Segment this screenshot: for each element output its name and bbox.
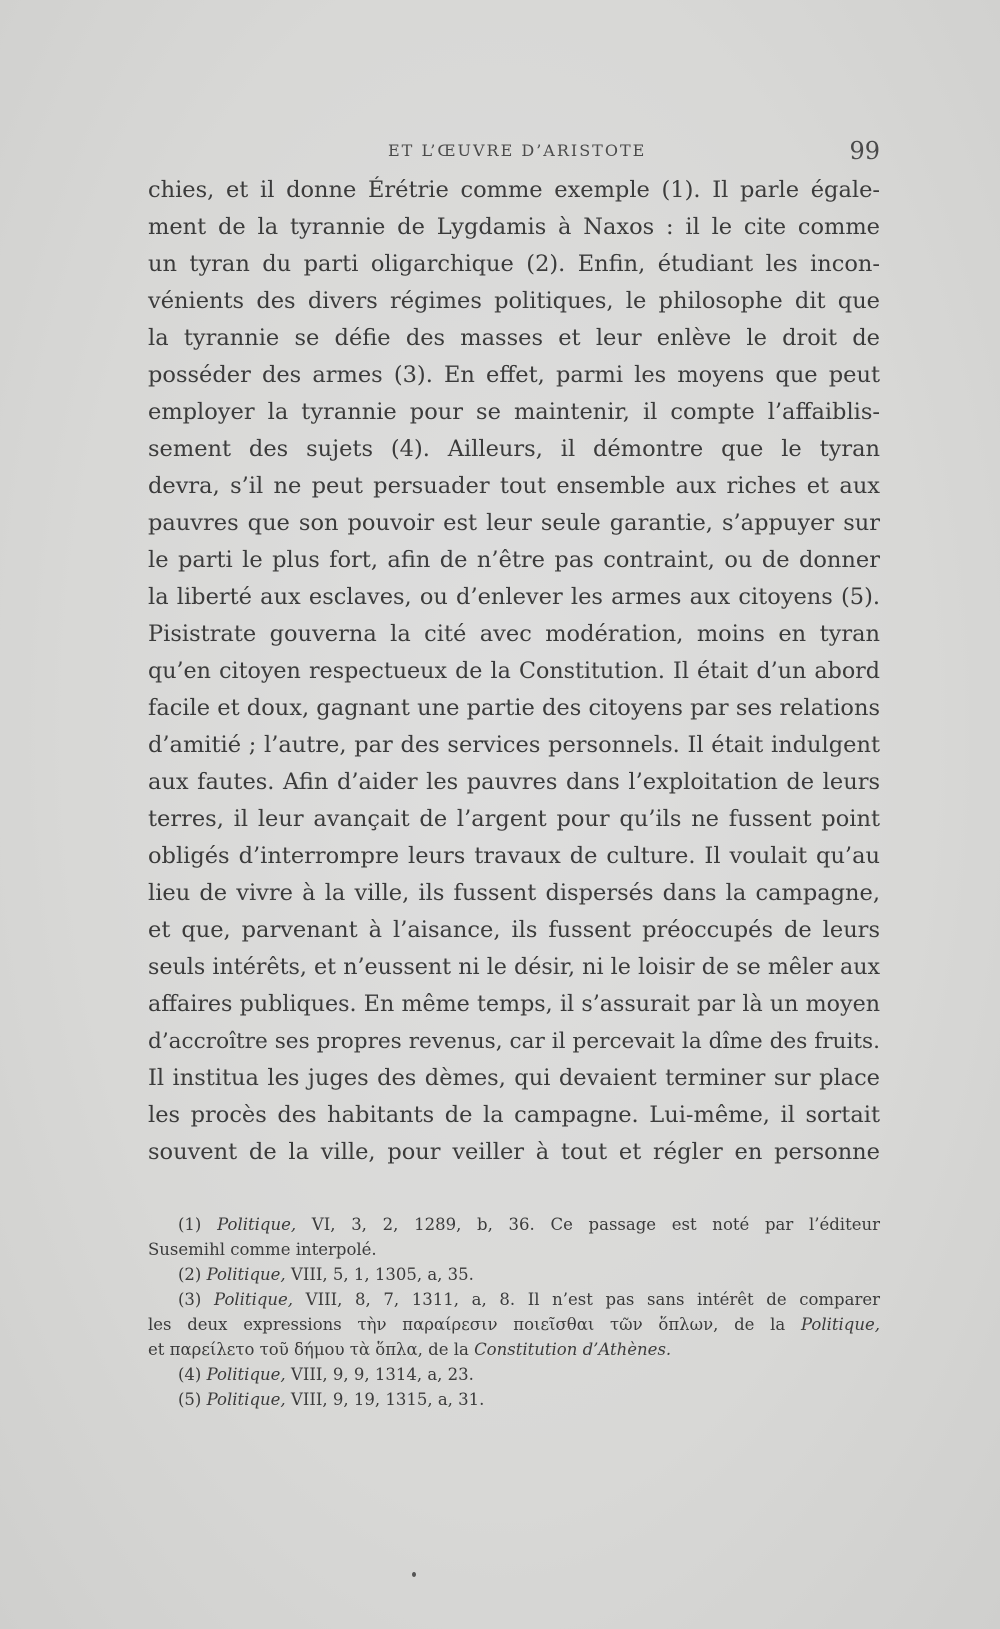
text-line: d’accroître ses propres revenus, car il percevait la dîme des fruits. <box>148 1029 880 1054</box>
text-line: Il institua les juges des dèmes, qui devaient terminer sur place <box>148 1065 880 1091</box>
text-line: la liberté aux esclaves, ou d’enlever les armes aux citoyens (5). <box>148 584 880 610</box>
text-line: employer la tyrannie pour se maintenir, il compte l’affaiblis- <box>148 399 880 425</box>
footnote-3-continued <box>148 1312 880 1337</box>
footnote-work-title: Politique, <box>206 1265 286 1284</box>
text-line: vénients des divers régimes politiques, le philosophe dit que <box>148 288 880 314</box>
running-head <box>148 137 880 167</box>
footnote-number: (5) <box>178 1390 202 1409</box>
text-line: qu’en citoyen respectueux de la Constitution. Il était d’un abord <box>148 658 880 684</box>
footnote-reference: VIII, 8, 7, 1311, a, 8. Il n’est pas sans intérêt de comparer <box>293 1290 880 1309</box>
running-title: ET L’ŒUVRE D’ARISTOTE <box>388 141 647 160</box>
footnote-number: (2) <box>178 1265 202 1284</box>
footnote-reference: VIII, 9, 19, 1315, a, 31. <box>285 1390 485 1409</box>
text-line: sement des sujets (4). Ailleurs, il démontre que le tyran <box>148 436 880 462</box>
footnote-number: (1) <box>178 1215 202 1234</box>
footnote-3-continued <box>148 1337 880 1362</box>
text-line: Pisistrate gouverna la cité avec modération, moins en tyran <box>148 621 880 647</box>
footnote-number: (4) <box>178 1365 202 1384</box>
footnote-1-continued: Susemihl comme interpolé. <box>148 1240 377 1259</box>
footnote-work-title: Politique, <box>206 1365 286 1384</box>
text-line: ment de la tyrannie de Lygdamis à Naxos : il le cite comme <box>148 214 880 240</box>
text-line: et que, parvenant à l’aisance, ils fussent préoccupés de leurs <box>148 917 880 943</box>
text-line: seuls intérêts, et n’eussent ni le désir, ni le loisir de se mêler aux <box>148 954 880 980</box>
text-line: un tyran du parti oligarchique (2). Enfin, étudiant les incon- <box>148 251 880 277</box>
footnote-reference: VI, 3, 2, 1289, b, 36. Ce passage est noté par l’éditeur <box>296 1215 880 1234</box>
text-line: devra, s’il ne peut persuader tout ensemble aux riches et aux <box>148 473 880 499</box>
footnote-reference: VIII, 9, 9, 1314, a, 23. <box>285 1365 474 1384</box>
print-speck <box>412 1572 416 1577</box>
footnote-3 <box>148 1287 880 1312</box>
footnote-number: (3) <box>178 1290 202 1309</box>
footnote-work-title: Politique, <box>217 1215 297 1234</box>
footnote-2 <box>148 1262 880 1287</box>
text-line: d’amitié ; l’autre, par des services personnels. Il était indulgent <box>148 732 880 758</box>
footnotes <box>148 1212 880 1412</box>
footnote-work-title: Politique, <box>214 1290 294 1309</box>
footnote-5 <box>148 1387 880 1412</box>
text-line: pauvres que son pouvoir est leur seule garantie, s’appuyer sur <box>148 510 880 536</box>
text-line: lieu de vivre à la ville, ils fussent dispersés dans la campagne, <box>148 880 880 906</box>
text-line: affaires publiques. En même temps, il s’assurait par là un moyen <box>148 991 880 1017</box>
body-text <box>148 172 880 1171</box>
text-line: aux fautes. Afin d’aider les pauvres dans l’exploitation de leurs <box>148 769 880 795</box>
text-line: terres, il leur avançait de l’argent pour qu’ils ne fussent point <box>148 806 880 832</box>
footnote-work-title: Constitution d’Athènes. <box>474 1340 672 1359</box>
footnote-4 <box>148 1362 880 1387</box>
footnote-text: les deux expressions τὴν παραίρεσιν ποιεῖσθαι τῶν ὅπλων, de la <box>148 1315 801 1334</box>
page-number: 99 <box>849 137 880 165</box>
text-line: posséder des armes (3). En effet, parmi les moyens que peut <box>148 362 880 388</box>
text-line: le parti le plus fort, afin de n’être pas contraint, ou de donner <box>148 547 880 573</box>
footnote-reference: VIII, 5, 1, 1305, a, 35. <box>285 1265 474 1284</box>
text-line: facile et doux, gagnant une partie des citoyens par ses relations <box>148 695 880 721</box>
text-line: la tyrannie se défie des masses et leur enlève le droit de <box>148 325 880 351</box>
text-line: souvent de la ville, pour veiller à tout et régler en personne <box>148 1139 880 1165</box>
footnote-work-title: Politique, <box>206 1390 286 1409</box>
text-line: chies, et il donne Érétrie comme exemple (1). Il parle égale- <box>148 177 880 203</box>
text-line: obligés d’interrompre leurs travaux de culture. Il voulait qu’au <box>148 843 880 869</box>
footnote-work-title: Politique, <box>800 1315 880 1334</box>
text-line: les procès des habitants de la campagne. Lui-même, il sortait <box>148 1102 880 1128</box>
footnote-1 <box>148 1212 880 1237</box>
footnote-text: et παρείλετο τοῦ δήμου τὰ ὅπλα, de la <box>148 1340 475 1359</box>
